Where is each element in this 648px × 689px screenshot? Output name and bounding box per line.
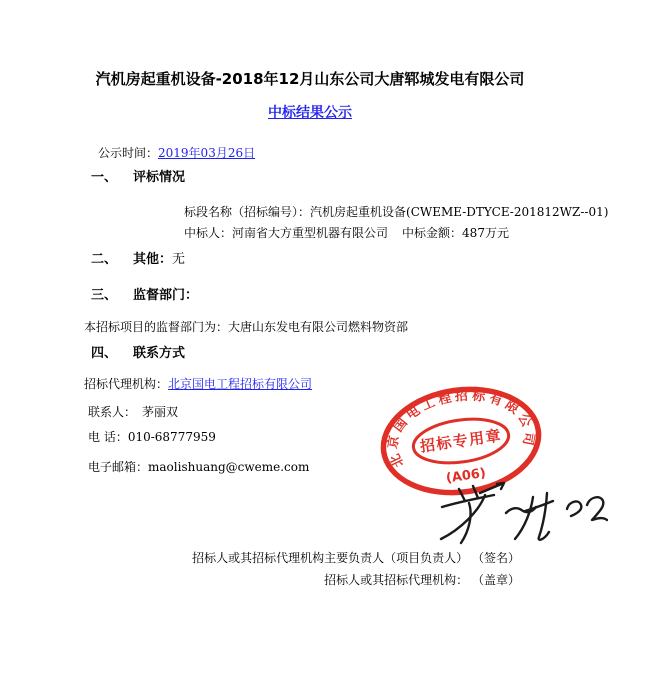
segment-line [184, 205, 608, 219]
page-title: 汽机房起重机设备-2018年12月山东公司大唐郓城发电有限公司 [95, 70, 525, 88]
agency-label: 招标代理机构： [84, 377, 169, 391]
result-announcement-link[interactable]: 中标结果公示 [268, 105, 352, 121]
contact-person-value: 茅丽双 [142, 405, 179, 419]
email-label: 电子邮箱： [88, 460, 149, 474]
winner-label: 中标人： [184, 226, 233, 240]
section-4-title: 联系方式 [133, 346, 186, 361]
email-value: maolishuang@cweme.com [148, 460, 310, 474]
seal-center-text: 招标专用章 [418, 426, 504, 456]
section-3-heading [91, 289, 198, 303]
section-1-title: 评标情况 [133, 170, 186, 185]
publish-date-link[interactable]: 2019年03月26日 [158, 146, 256, 160]
agency-link[interactable]: 北京国电工程招标有限公司 [168, 377, 313, 391]
amount-value: 487万元 [462, 226, 509, 240]
handwritten-signature [428, 480, 608, 546]
contact-person-label: 联系人： [88, 405, 137, 419]
seal-code-text: (A06) [445, 465, 487, 487]
section-2-heading [91, 253, 185, 267]
supervision-text: 本招标项目的监督部门为：大唐山东发电有限公司燃料物资部 [84, 320, 409, 334]
phone-value: 010-68777959 [127, 430, 216, 444]
section-4-number: 四、 [91, 346, 118, 361]
section-1-number: 一、 [91, 170, 118, 185]
section-2-value: 无 [172, 252, 186, 267]
footer-block [0, 551, 520, 587]
footer-seal-line: 招标人或其招标代理机构： （盖章） [324, 573, 520, 587]
footer-signature-line: 招标人或其招标代理机构主要负责人（项目负责人） （签名） [192, 551, 520, 565]
section-2-number: 二、 [91, 252, 118, 267]
section-1-heading [91, 171, 185, 185]
seal-ring-text: 北京国电工程招标有限公司 [385, 388, 537, 470]
amount-label: 中标金额： [402, 226, 463, 240]
section-4-heading [91, 347, 185, 361]
section-3-title: 监督部门： [133, 288, 199, 303]
publish-time-label: 公示时间： [98, 146, 159, 160]
phone-label: 电 话： [88, 430, 128, 444]
segment-label: 标段名称（招标编号）： [184, 205, 311, 219]
winner-value: 河南省大方重型机器有限公司 [232, 226, 389, 240]
segment-value: 汽机房起重机设备(CWEME-DTYCE-201812WZ--01) [310, 205, 609, 219]
section-2-title: 其他： [133, 252, 173, 267]
section-3-number: 三、 [91, 288, 118, 303]
winner-line [184, 226, 509, 240]
